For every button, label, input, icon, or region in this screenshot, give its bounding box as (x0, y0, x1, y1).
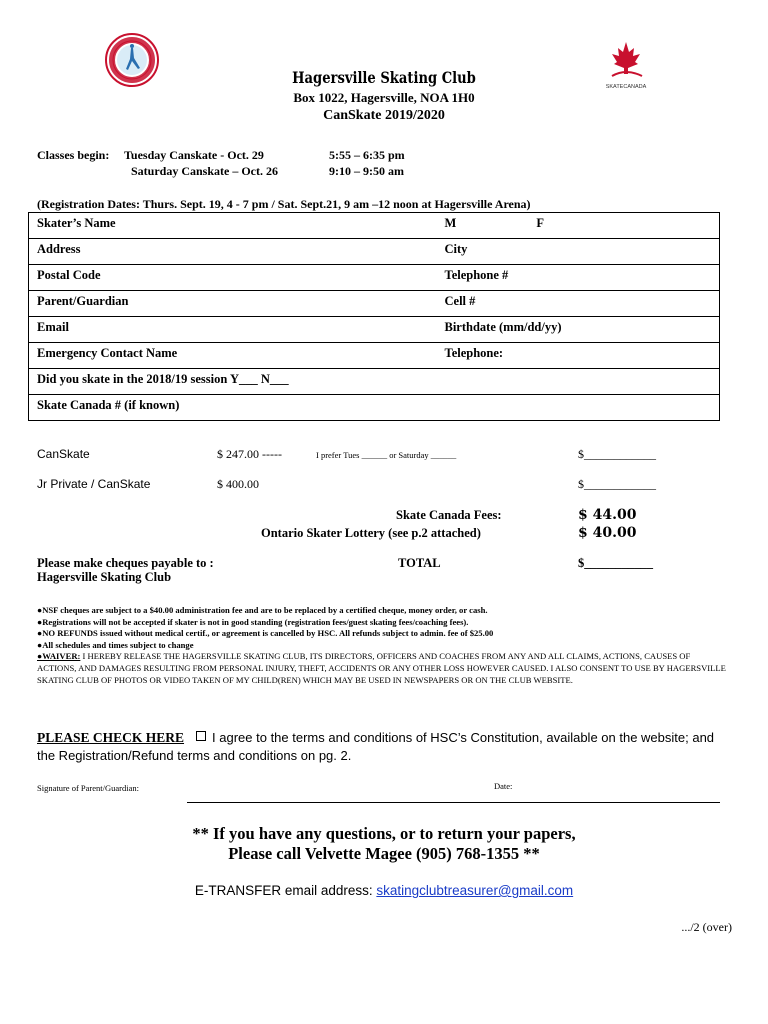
waiver-note: ●WAIVER: I HEREBY RELEASE THE HAGERSVILLE SKATING CLUB, ITS DIRECTORS, OFFICERS AND COACHES FROM ANY AND ALL CLAIMS, ACTIONS, CAUSES OF ACTIONS, AND DAMAGES RESULTING FROM PERSONAL INJURY, THEFT, ACCIDENTS OR ANY OTHER LOSS HOWEVER CAUSED. I ALSO CONSENT TO USE BY HAGERSVILLE SKATING CLUB OF PHOTOS OR VIDEO TAKEN OF MY CHILD(REN) WHICH MAY BE USED IN NEWSPAPERS OR ON THE CLUB WEBSITE. (37, 651, 726, 685)
day-preference[interactable]: I prefer Tues ______ or Saturday ______ (316, 450, 457, 460)
previous-session-field[interactable]: Did you skate in the 2018/19 session Y___ N___ (29, 369, 720, 395)
club-name: Hagersville Skating Club (292, 68, 476, 87)
page-marker: .../2 (over) (681, 920, 732, 934)
emergency-phone-field[interactable]: Telephone: (437, 343, 720, 369)
jr-private-fee-row: Jr Private / CanSkate $ 400.00 $____________ (37, 477, 656, 491)
tuesday-class: Tuesday Canskate - Oct. 29 (124, 148, 264, 162)
svg-text:SKATECANADA: SKATECANADA (605, 84, 647, 90)
cell-field[interactable]: Cell # (437, 291, 720, 317)
skater-name-field[interactable]: Skater’s Name (29, 213, 437, 239)
agree-checkbox[interactable] (196, 731, 206, 741)
telephone-field[interactable]: Telephone # (437, 265, 720, 291)
registration-form (28, 212, 720, 421)
check-here-label: PLEASE CHECK HERE (37, 730, 185, 745)
classes-begin (37, 147, 537, 179)
saturday-time: 9:10 – 9:50 am (329, 164, 404, 178)
agreement (37, 729, 717, 765)
city-field[interactable]: City (437, 239, 720, 265)
gender-field[interactable]: M F (437, 213, 720, 239)
contact-info: ** If you have any questions, or to return your papers, Please call Velvette Magee (905) 768-1355 ** (192, 824, 576, 863)
registration-dates: (Registration Dates: Thurs. Sept. 19, 4 - 7 pm / Sat. Sept.21, 9 am –12 noon at Hagersville Arena) (37, 197, 531, 211)
birthdate-field[interactable]: Birthdate (mm/dd/yy) (437, 317, 720, 343)
email-field[interactable]: Email (29, 317, 437, 343)
signature-line[interactable] (187, 802, 720, 803)
schedules-note: ●All schedules and times subject to change (37, 639, 194, 650)
program-title: CanSkate 2019/2020 (323, 108, 445, 123)
terms-notes (37, 605, 727, 686)
etransfer-info: E-TRANSFER email address: skatingclubtreasurer@gmail.com (194, 883, 574, 898)
payee-name: Hagersville Skating Club (37, 570, 172, 584)
parent-field[interactable]: Parent/Guardian (29, 291, 437, 317)
postal-code-field[interactable]: Postal Code (29, 265, 437, 291)
cheques-payable: Please make cheques payable to : (37, 556, 214, 570)
skate-canada-number-field[interactable]: Skate Canada # (if known) (29, 395, 720, 421)
lottery-row: Ontario Skater Lottery (see p.2 attached) $ 40.00 (261, 525, 637, 541)
club-address: Box 1022, Hagersville, NOA 1H0 (293, 90, 475, 105)
skate-canada-fees-row: Skate Canada Fees: $ 44.00 (396, 507, 637, 523)
agreement-text: I agree to the terms and conditions of HSC’s Constitution, available on the website; and the Registration/Refund terms and conditions on pg. 2. (37, 730, 715, 763)
canskate-fee-row: CanSkate $ 247.00 ----- I prefer Tues ______ or Saturday ______ $____________ (37, 447, 656, 461)
tuesday-time: 5:55 – 6:35 pm (329, 148, 405, 162)
jr-private-amount[interactable]: $____________ (578, 477, 656, 491)
etransfer-email-link[interactable]: skatingclubtreasurer@gmail.com (376, 883, 574, 898)
address-field[interactable]: Address (29, 239, 437, 265)
total-amount[interactable]: $___________ (578, 556, 653, 570)
standing-note: ●Registrations will not be accepted if skater is not in good standing (registration fees/guest skating fees/coaching fees). (37, 616, 469, 627)
emergency-contact-field[interactable]: Emergency Contact Name (29, 343, 437, 369)
nsf-note: ●NSF cheques are subject to a $40.00 administration fee and are to be replaced by a certified cheque, money order, or cash. (37, 605, 488, 615)
signature-label: Signature of Parent/Guardian: (37, 783, 139, 793)
saturday-class: Saturday Canskate – Oct. 26 (131, 164, 279, 178)
canskate-amount[interactable]: $____________ (578, 447, 656, 461)
date-label: Date: (494, 781, 513, 791)
total-row: Please make cheques payable to : Hagersville Skating Club TOTAL $___________ (37, 556, 653, 584)
refunds-note: ●NO REFUNDS issued without medical certif., or agreement is cancelled by HSC. All refunds subject to admin. fee of $25.00 (37, 628, 494, 639)
classes-label: Classes begin: (37, 148, 110, 162)
